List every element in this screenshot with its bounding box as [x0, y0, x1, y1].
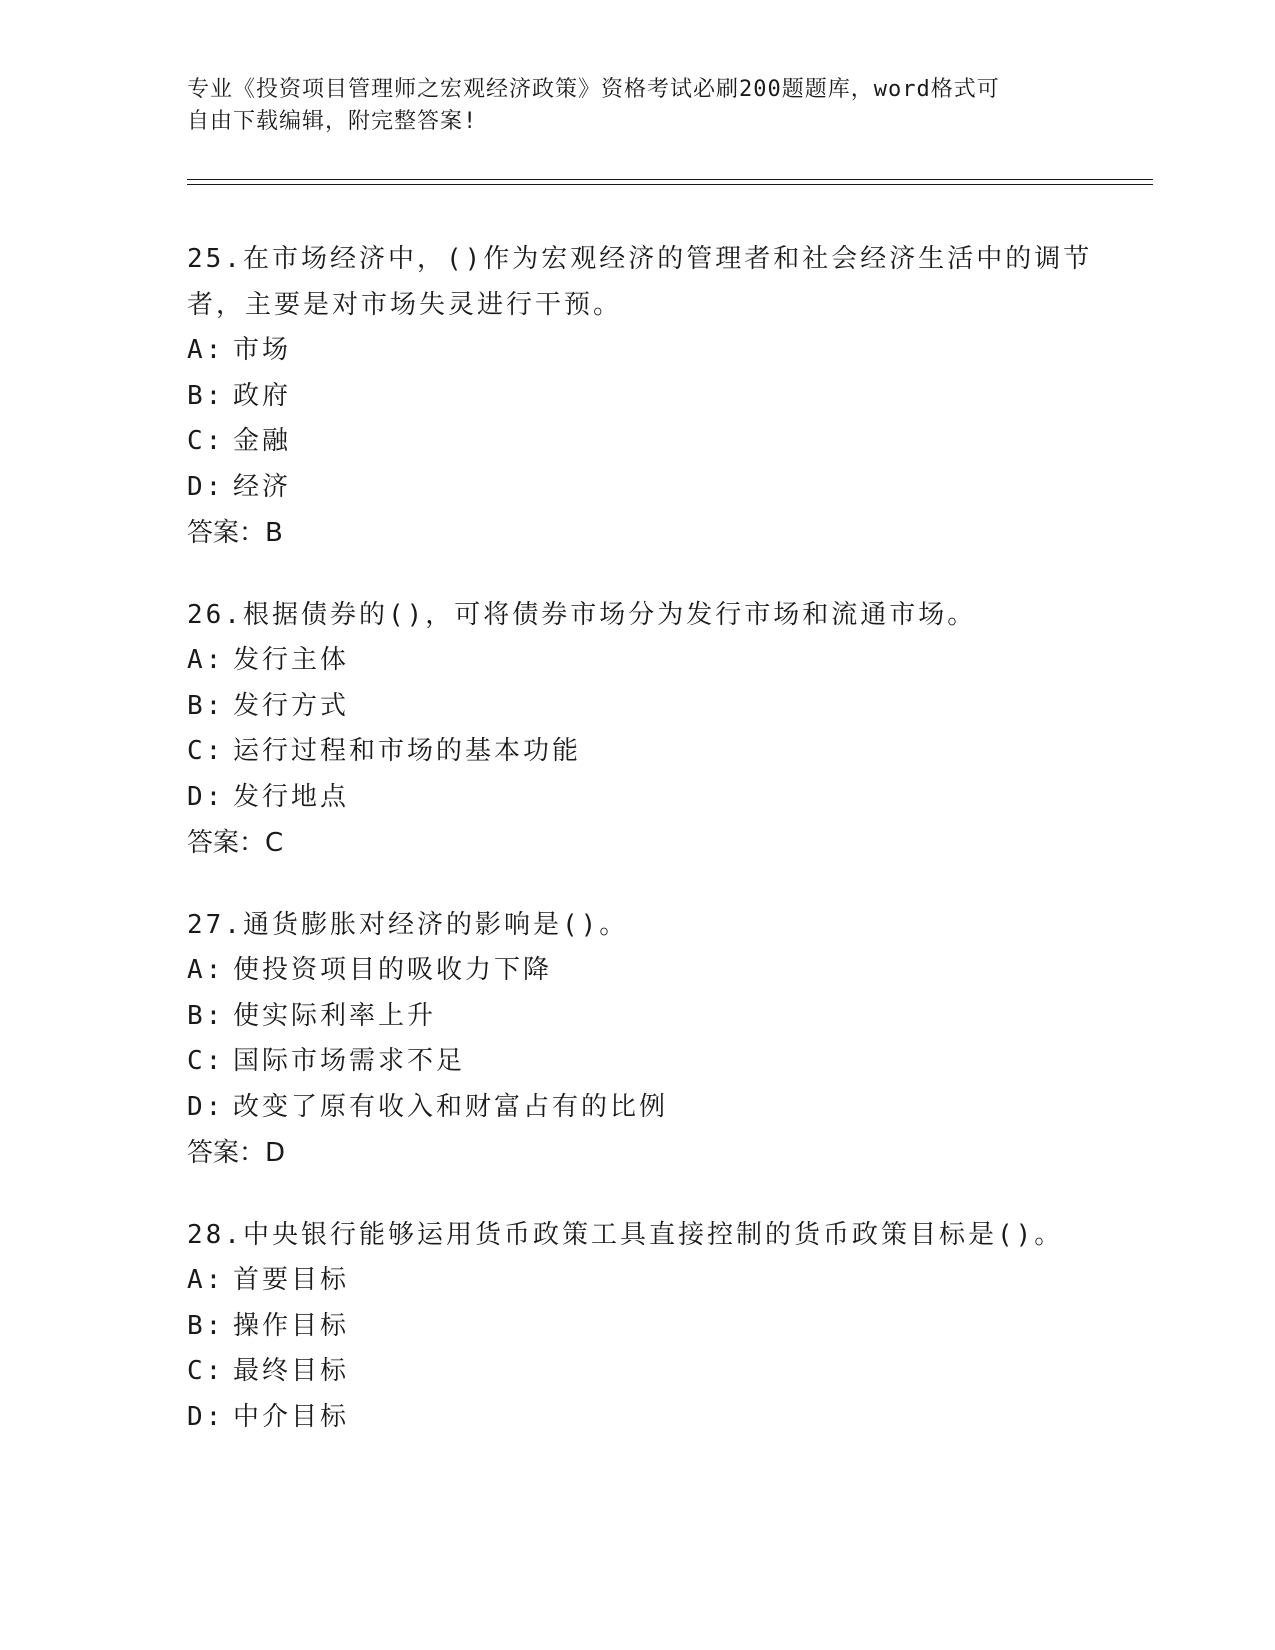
option-label: C: — [187, 1356, 225, 1386]
question-stem — [187, 592, 1087, 638]
header-divider-bottom — [187, 184, 1153, 185]
option-label: B: — [187, 1000, 225, 1031]
option-b — [187, 684, 1087, 730]
question-26 — [187, 592, 1087, 866]
option-text: 操作目标 — [233, 1310, 350, 1341]
option-text: 改变了原有收入和财富占有的比例 — [233, 1091, 669, 1122]
question-stem — [187, 236, 1093, 328]
option-c — [187, 419, 1087, 465]
option-a — [187, 328, 1087, 374]
option-text: 市场 — [233, 335, 292, 365]
option-label: A: — [187, 1265, 225, 1295]
option-text: 经济 — [233, 471, 292, 502]
answer-text: 答案：C — [187, 828, 284, 858]
option-label: A: — [187, 645, 225, 675]
option-c — [187, 1349, 1087, 1395]
option-a — [187, 1258, 1087, 1304]
header-line-2: 自由下载编辑，附完整答案! — [187, 109, 478, 134]
question-stem-line: 27.通货膨胀对经济的影响是()。 — [187, 910, 629, 940]
question-list — [187, 236, 1093, 1476]
option-text: 国际市场需求不足 — [233, 1046, 466, 1076]
option-label: B: — [187, 380, 225, 411]
option-label: D: — [187, 1091, 225, 1122]
option-text: 发行地点 — [233, 781, 350, 812]
question-stem-line: 26.根据债券的()，可将债券市场分为发行市场和流通市场。 — [187, 600, 977, 630]
option-b — [187, 1304, 1087, 1350]
answer-text: 答案：B — [187, 518, 283, 548]
answer-text: 答案：D — [187, 1138, 286, 1168]
option-d — [187, 1395, 1087, 1441]
option-text: 政府 — [233, 380, 292, 411]
question-25 — [187, 236, 1093, 556]
option-text: 使投资项目的吸收力下降 — [233, 955, 553, 985]
option-text: 首要目标 — [233, 1265, 350, 1295]
option-label: D: — [187, 781, 225, 812]
option-label: D: — [187, 471, 225, 502]
option-d — [187, 1085, 1087, 1131]
option-label: C: — [187, 1046, 225, 1076]
header-divider-top — [187, 179, 1153, 180]
question-stem-line: 28.中央银行能够运用货币政策工具直接控制的货币政策目标是()。 — [187, 1220, 1064, 1250]
question-stem — [187, 1212, 1087, 1258]
option-text: 使实际利率上升 — [233, 1000, 437, 1031]
option-b — [187, 994, 1087, 1040]
option-label: C: — [187, 736, 225, 766]
option-text: 中介目标 — [233, 1401, 350, 1432]
option-label: B: — [187, 1310, 225, 1341]
option-text: 最终目标 — [233, 1356, 350, 1386]
option-b — [187, 374, 1087, 420]
question-stem-line: 25.在市场经济中，()作为宏观经济的管理者和社会经济生活中的调节 — [187, 244, 1093, 274]
option-c — [187, 1039, 1087, 1085]
option-a — [187, 638, 1087, 684]
option-label: A: — [187, 335, 225, 365]
header-line-1: 专业《投资项目管理师之宏观经济政策》资格考试必刷200题题库，word格式可 — [187, 77, 1000, 102]
question-28 — [187, 1212, 1087, 1440]
option-d — [187, 775, 1087, 821]
option-text: 发行方式 — [233, 690, 350, 721]
option-d — [187, 465, 1087, 511]
option-text: 运行过程和市场的基本功能 — [233, 736, 582, 766]
option-label: B: — [187, 690, 225, 721]
option-c — [187, 729, 1087, 775]
option-a — [187, 948, 1087, 994]
option-label: D: — [187, 1401, 225, 1432]
option-text: 发行主体 — [233, 645, 350, 675]
option-text: 金融 — [233, 426, 292, 456]
question-27 — [187, 902, 1087, 1176]
question-stem-line: 者，主要是对市场失灵进行干预。 — [187, 290, 623, 320]
option-label: C: — [187, 426, 225, 456]
option-label: A: — [187, 955, 225, 985]
document-header — [187, 74, 1087, 138]
question-stem — [187, 902, 1087, 948]
